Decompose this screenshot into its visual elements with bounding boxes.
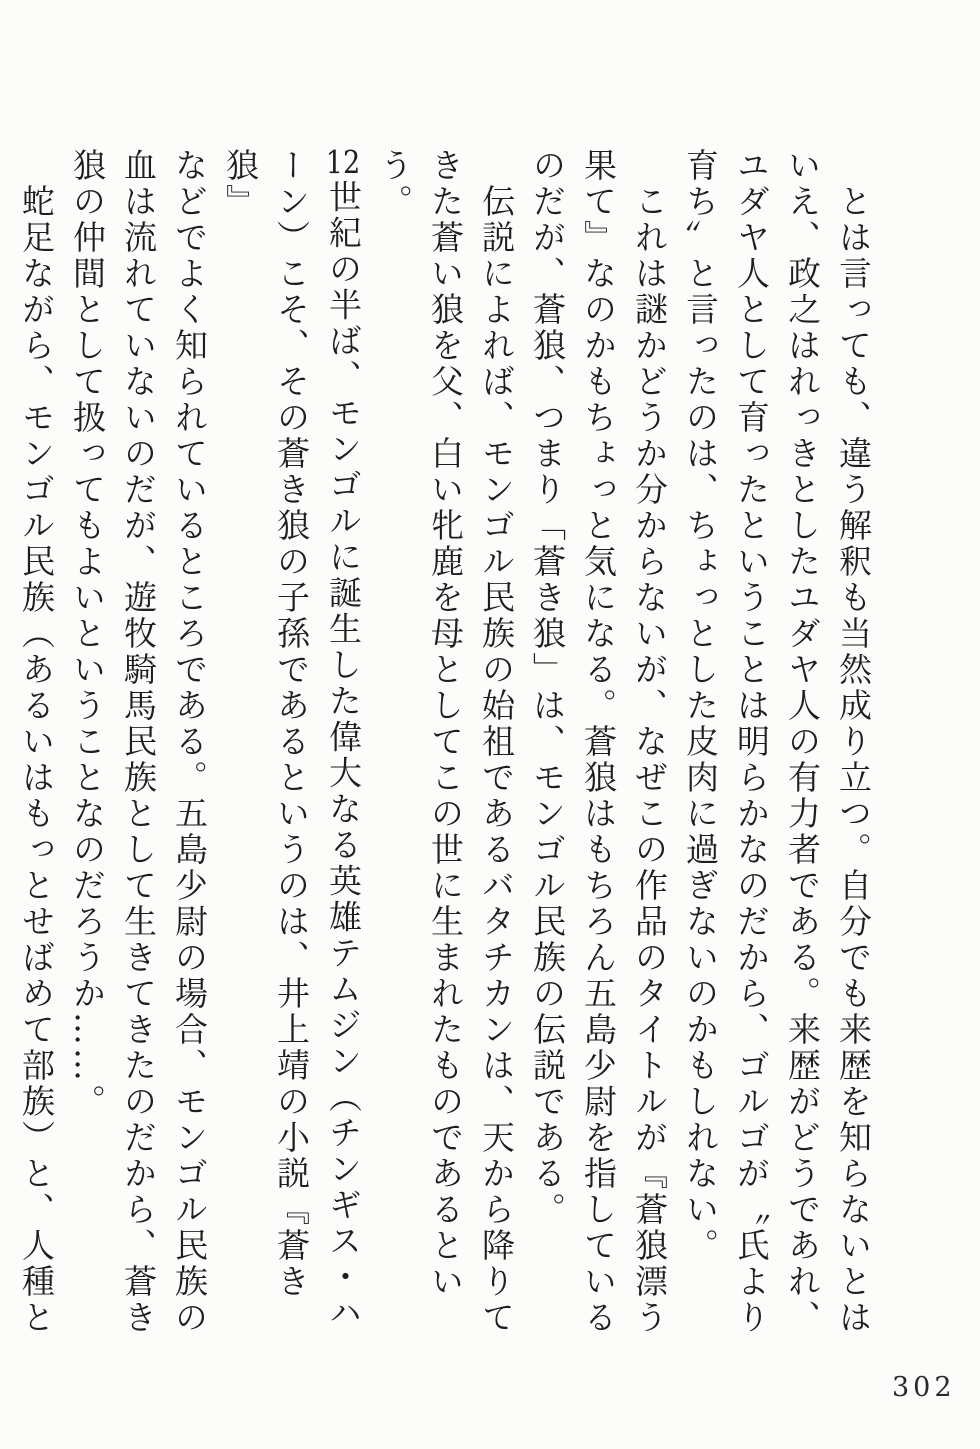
text-column: などでよく知られているところである。五島少尉の場合、モンゴル民族の	[170, 148, 209, 1336]
text-column: 狼の仲間として扱ってもよいということなのだろうか……。	[68, 148, 107, 1120]
text-column: 伝説によれば、モンゴル民族の始祖であるバタチカンは、天から降りて	[477, 184, 516, 1336]
text-column: いえ、政之はれっきとしたユダヤ人の有力者である。来歴がどうであれ、	[783, 148, 822, 1336]
text-column: きた蒼い狼を父、白い牝鹿を母としてこの世に生まれたものであるという。	[375, 148, 465, 1300]
text-column: 血は流れていないのだが、遊牧騎馬民族として生きてきたのだから、蒼き	[119, 148, 158, 1336]
page-number: 302	[892, 1372, 956, 1403]
text-column: ーン）こそ、その蒼き狼の子孫であるというのは、井上靖の小説『蒼き狼』	[221, 148, 311, 1300]
text-column: のだが、蒼狼、つまり「蒼き狼」は、モンゴル民族の伝説である。	[528, 148, 567, 1228]
text-column: ユダヤ人として育ったということは明らかなのだから、ゴルゴが〝氏より	[732, 148, 771, 1336]
text-column: 果て』なのかもちょっと気になる。蒼狼はもちろん五島少尉を指している	[579, 148, 618, 1336]
text-column: 12世紀の半ば、モンゴルに誕生した偉大なる英雄テムジン（チンギス・ハ	[324, 148, 363, 1332]
text-column: これは謎かどうか分からないが、なぜこの作品のタイトルが『蒼狼漂う	[630, 184, 669, 1336]
text-column: 蛇足ながら、モンゴル民族（あるいはもっとせばめて部族）と、人種と	[17, 184, 56, 1336]
text-column: とは言っても、違う解釈も当然成り立つ。自分でも来歴を知らないとは	[834, 184, 873, 1336]
text-column: 育ち〟と言ったのは、ちょっとした皮肉に過ぎないのかもしれない。	[681, 148, 720, 1264]
tate-chu-yoko-number: 12	[325, 148, 361, 180]
body-text	[17, 148, 879, 1336]
